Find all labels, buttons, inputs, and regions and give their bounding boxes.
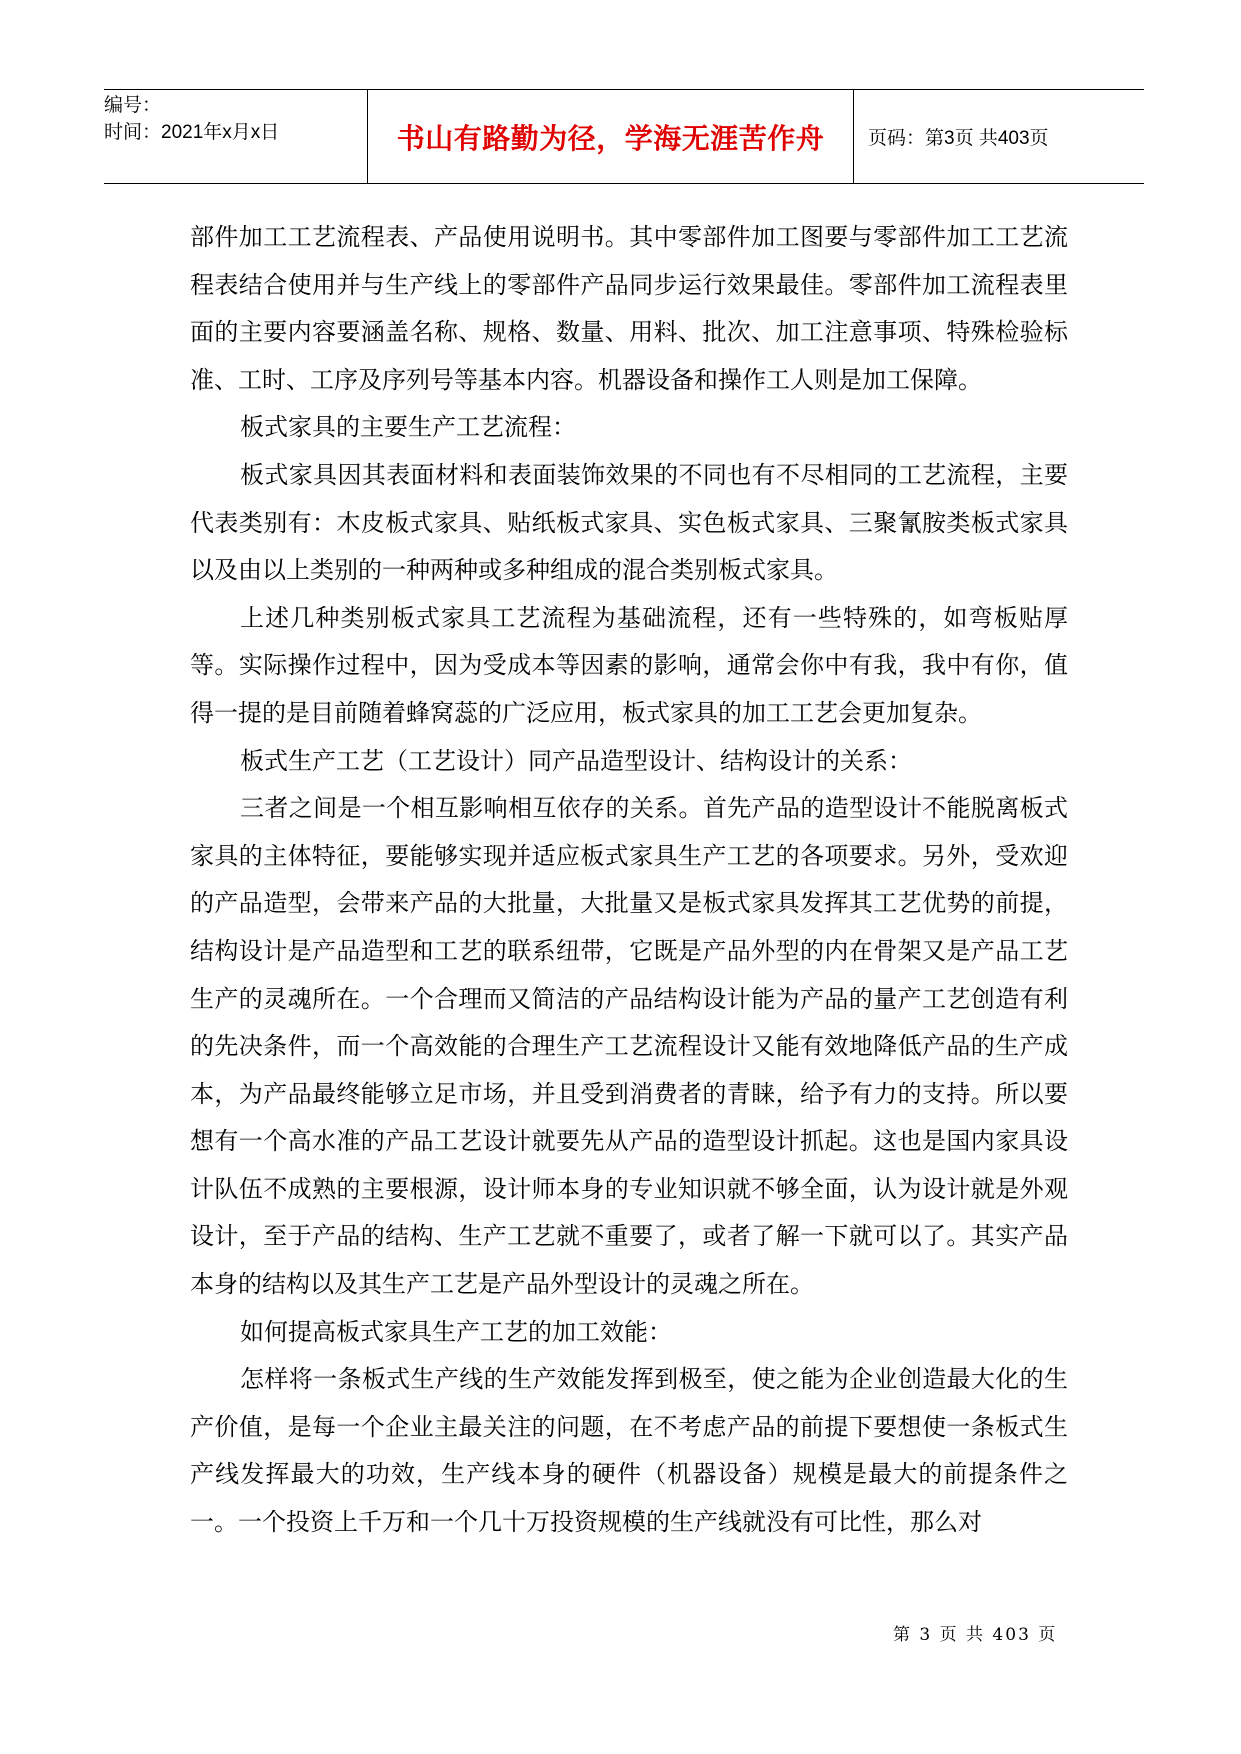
header-page-label: 页码：第3页 共403页 <box>868 128 1049 149</box>
header-meta <box>104 90 368 183</box>
body-paragraph: 三者之间是一个相互影响相互依存的关系。首先产品的造型设计不能脱离板式家具的主体特征，要能够实现并适应板式家具生产工艺的各项要求。另外，受欢迎的产品造型，会带来产品的大批量，大批量又是板式家具发挥其工艺优势的前提，结构设计是产品造型和工艺的联系纽带，它既是产品外型的内在骨架又是产品工艺生产的灵魂所在。一个合理而又简洁的产品结构设计能为产品的量产工艺创造有利的先决条件，而一个高效能的合理生产工艺流程设计又能有效地降低产品的生产成本，为产品最终能够立足市场，并且受到消费者的青睐，给予有力的支持。所以要想有一个高水准的产品工艺设计就要先从产品的造型设计抓起。这也是国内家具设计队伍不成熟的主要根源，设计师本身的专业知识就不够全面，认为设计就是外观设计，至于产品的结构、生产工艺就不重要了，或者了解一下就可以了。其实产品本身的结构以及其生产工艺是产品外型设计的灵魂之所在。 <box>190 794 1068 1299</box>
document-number-label: 编号： <box>104 95 162 116</box>
section-heading: 板式生产工艺（工艺设计）同产品造型设计、结构设计的关系： <box>240 746 912 775</box>
page-header <box>104 89 1144 184</box>
section-heading: 如何提高板式家具生产工艺的加工效能： <box>240 1317 672 1346</box>
document-time-label: 时间：2021年x月x日 <box>104 122 280 143</box>
body-paragraph: 部件加工工艺流程表、产品使用说明书。其中零部件加工图要与零部件加工工艺流程表结合使用并与生产线上的零部件产品同步运行效果最佳。零部件加工流程表里面的主要内容要涵盖名称、规格、数量、用料、批次、加工注意事项、特殊检验标准、工时、工序及序列号等基本内容。机器设备和操作工人则是加工保障。 <box>190 223 1068 394</box>
document-body <box>190 214 1068 1547</box>
page-footer: 第 3 页 共 403 页 <box>893 1625 1058 1645</box>
body-paragraph: 怎样将一条板式生产线的生产效能发挥到极至，使之能为企业创造最大化的生产价值，是每一个企业主最关注的问题，在不考虑产品的前提下要想使一条板式生产线发挥最大的功效，生产线本身的硬件（机器设备）规模是最大的前提条件之一。一个投资上千万和一个几十万投资规模的生产线就没有可比性，那么对 <box>190 1365 1068 1537</box>
section-heading: 板式家具的主要生产工艺流程： <box>240 413 576 442</box>
body-paragraph: 上述几种类别板式家具工艺流程为基础流程，还有一些特殊的，如弯板贴厚等。实际操作过程中，因为受成本等因素的影响，通常会你中有我，我中有你，值得一提的是目前随着蜂窝蕊的广泛应用，板式家具的加工工艺会更加复杂。 <box>190 603 1068 727</box>
header-motto: 书山有路勤为径，学海无涯苦作舟 <box>368 90 854 183</box>
body-paragraph: 板式家具因其表面材料和表面装饰效果的不同也有不尽相同的工艺流程，主要代表类别有：木皮板式家具、贴纸板式家具、实色板式家具、三聚氰胺类板式家具以及由以上类别的一种两种或多种组成的混合类别板式家具。 <box>190 460 1068 585</box>
